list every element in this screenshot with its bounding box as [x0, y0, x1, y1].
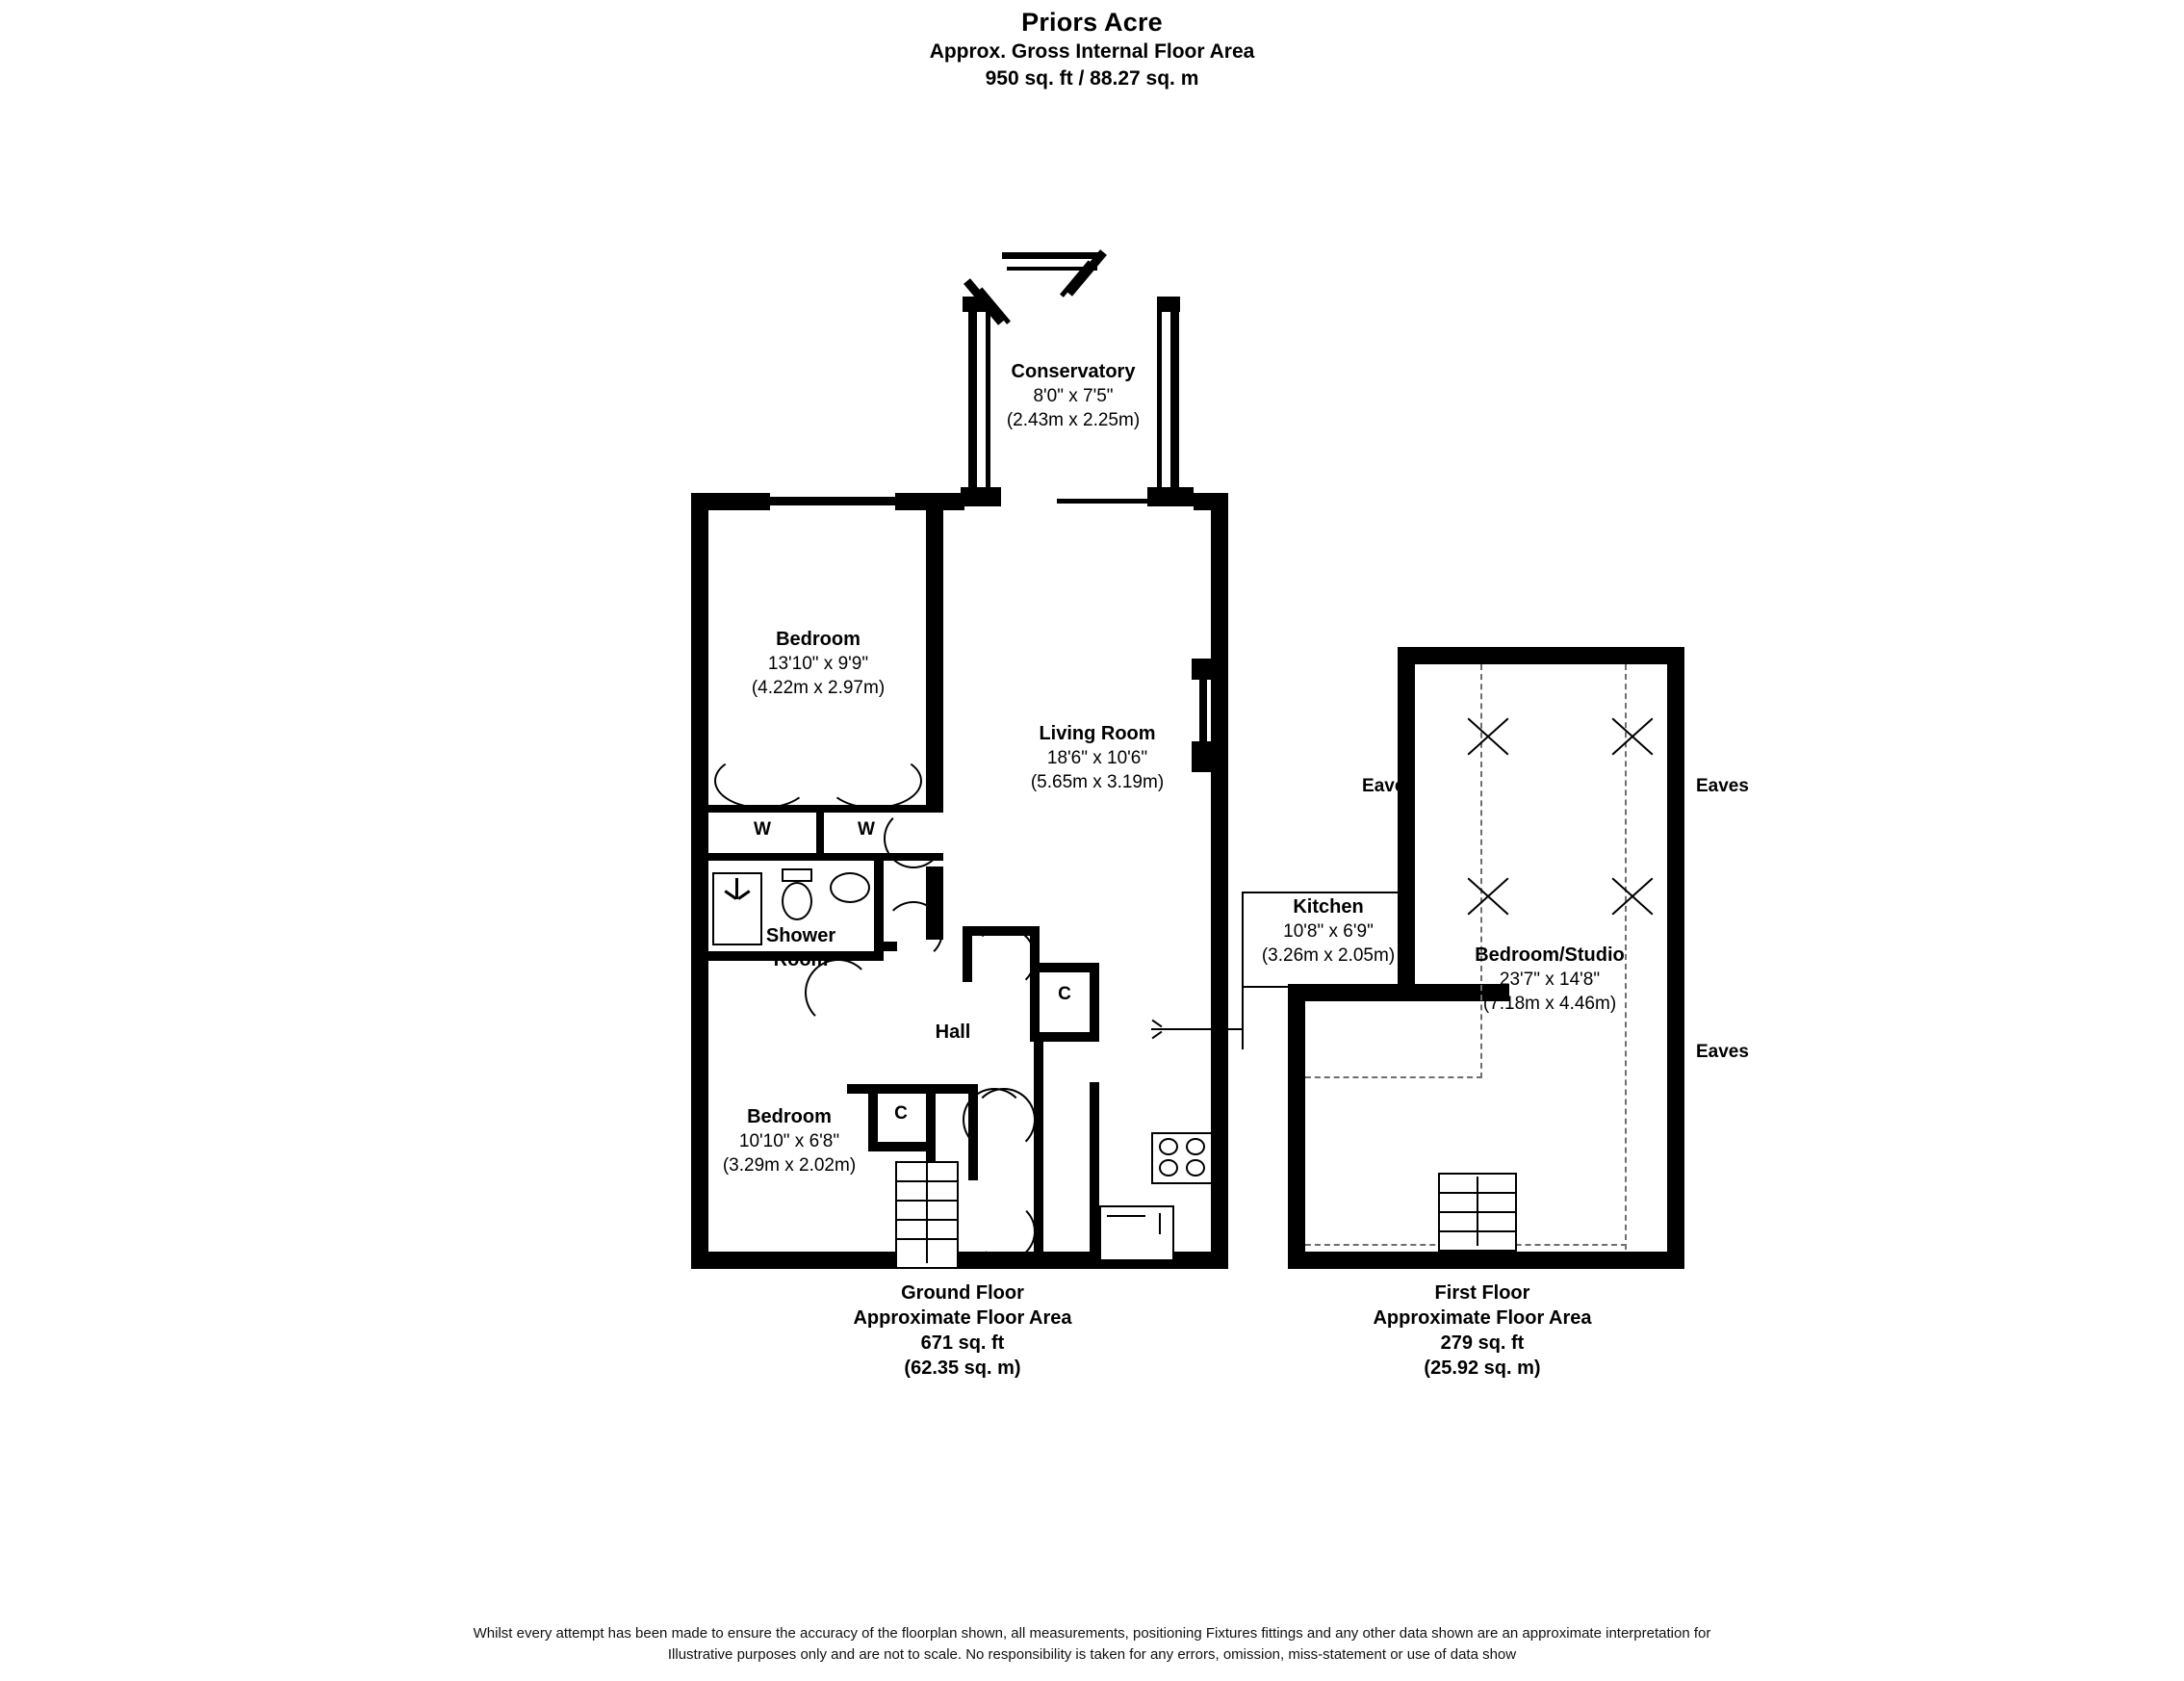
floor-area-m-ground: (62.35 sq. m) — [904, 1358, 1021, 1379]
conservatory-corner-left — [963, 297, 986, 312]
room-dim-imperial-living-room: 18'6" x 10'6" — [1046, 748, 1148, 768]
front-door-arc — [976, 1202, 1036, 1261]
room-dim-imperial-bedroom-second: 10'10" x 6'8" — [738, 1131, 840, 1151]
disclaimer — [0, 1623, 2184, 1666]
ground-window-top-left — [770, 497, 895, 505]
room-dim-imperial-conservatory: 8'0" x 7'5" — [1033, 386, 1114, 406]
conservatory-wall-top-inner — [1007, 267, 1097, 271]
kitchen-callout-leader-v — [1242, 988, 1244, 1049]
eaves-label-right-bottom: Eaves — [1696, 1042, 1749, 1062]
first-stair-arrow — [1477, 1177, 1478, 1246]
room-label-living-room — [963, 722, 1232, 794]
eaves-dash-left — [1480, 664, 1482, 1078]
conservatory-wall-top — [1002, 252, 1102, 259]
hob-burner-3 — [1159, 1159, 1178, 1177]
room-name-bedroom-main: Bedroom — [776, 629, 861, 650]
kitchen-callout-leader-h — [1151, 1028, 1244, 1030]
gross-area-caption: Approx. Gross Internal Floor Area — [929, 40, 1255, 63]
room-dim-metric-bedroom-studio: (7.18m x 4.46m) — [1482, 994, 1617, 1014]
room-name-conservatory: Conservatory — [1011, 361, 1136, 382]
wardrobe-label-right: W — [858, 819, 875, 840]
hob-burner-1 — [1159, 1138, 1178, 1155]
floor-name-first: First Floor — [1434, 1282, 1530, 1304]
room-name-kitchen: Kitchen — [1293, 896, 1364, 918]
floor-name-ground: Ground Floor — [901, 1282, 1024, 1304]
gross-area-value: 950 sq. ft / 88.27 sq. m — [985, 67, 1199, 90]
first-wall-top — [1398, 647, 1684, 664]
room-dim-imperial-bedroom-main: 13'10" x 9'9" — [767, 654, 869, 674]
first-wall-right-lower — [1667, 830, 1684, 1269]
stair-direction-arrow — [926, 1163, 928, 1263]
wardrobe-door-arc-right — [826, 753, 922, 809]
eaves-dash-bottom — [1305, 1076, 1482, 1078]
hob-burner-4 — [1186, 1159, 1205, 1177]
bedroom-main-door-arc — [884, 809, 943, 868]
room-dim-imperial-kitchen: 10'8" x 6'9" — [1283, 921, 1374, 942]
floor-area-ft-first: 279 sq. ft — [1440, 1332, 1525, 1354]
cupboard-label-2: C — [894, 1103, 908, 1124]
room-dim-metric-conservatory: (2.43m x 2.25m) — [1006, 410, 1141, 430]
first-wall-bottom — [1288, 1252, 1684, 1269]
kitchen-sink-tap — [1159, 1213, 1161, 1234]
room-dim-metric-bedroom-second: (3.29m x 2.02m) — [722, 1155, 857, 1176]
shower-room-door-jamb — [874, 942, 897, 951]
ground-wall-top-right — [1194, 493, 1228, 510]
room-name-hall: Hall — [935, 1022, 971, 1043]
disclaimer-line-2: Illustrative purposes only and are not to scale. No responsibility is taken for any errors, omission, miss-statement or use of data show — [667, 1646, 1517, 1663]
room-name-bedroom-second: Bedroom — [747, 1106, 832, 1127]
first-wall-left-lower — [1288, 984, 1305, 1269]
floor-area-m-first: (25.92 sq. m) — [1424, 1358, 1541, 1379]
room-label-bedroom-studio — [1396, 944, 1704, 1016]
hall-door-arc-livingroom — [972, 926, 1036, 990]
conservatory-base-left — [961, 487, 1001, 506]
living-room-recess-top — [1192, 659, 1213, 680]
page-title: Priors Acre — [1021, 8, 1163, 37]
floor-caption-line2-ground: Approximate Floor Area — [853, 1307, 1072, 1329]
room-dim-metric-kitchen: (3.26m x 2.05m) — [1261, 945, 1396, 966]
room-label-bedroom-second — [655, 1105, 924, 1177]
room-label-bedroom-main — [674, 628, 963, 700]
cupboard-label-1: C — [1058, 984, 1071, 1004]
hall-door-arc-left — [805, 959, 872, 1026]
room-name-bedroom-studio: Bedroom/Studio — [1475, 944, 1625, 966]
room-dim-metric-living-room: (5.65m x 3.19m) — [1030, 772, 1165, 792]
room-dim-metric-bedroom-main: (4.22m x 2.97m) — [751, 678, 886, 698]
hall-wall-cupboard-top — [1030, 963, 1099, 972]
ground-conservatory-opening — [1057, 499, 1194, 504]
room-name-shower-line1: Shower — [765, 925, 836, 946]
floor-caption-first — [1271, 1280, 1694, 1381]
room-label-hall — [895, 1021, 1011, 1045]
hob-burner-2 — [1186, 1138, 1205, 1155]
hall-wall-cupboard-bottom — [1030, 1032, 1099, 1042]
room-name-living-room: Living Room — [1039, 723, 1156, 744]
basin — [830, 872, 870, 903]
kitchen-wall-left — [1090, 1082, 1099, 1269]
room-label-shower — [714, 924, 887, 972]
kitchen-sink-bowl — [1107, 1215, 1145, 1217]
floor-area-ft-ground: 671 sq. ft — [920, 1332, 1005, 1354]
wardrobe-label-left: W — [754, 819, 771, 840]
hall-wall-cupboard-right — [1090, 963, 1099, 1042]
hall-door-arc-bedroom2 — [963, 1088, 1026, 1151]
ground-wall-right — [1211, 493, 1228, 1269]
floor-caption-line2-first: Approximate Floor Area — [1373, 1307, 1592, 1329]
disclaimer-line-1: Whilst every attempt has been made to ensure the accuracy of the floorplan shown, all measurements, positioning Fixtures fittings and any other data shown are an approximate interpretation for — [473, 1625, 1711, 1642]
wardrobe-door-arc-left — [714, 753, 810, 809]
floor-caption-ground — [732, 1280, 1194, 1381]
conservatory-base-right — [1147, 487, 1194, 506]
toilet-bowl — [782, 882, 812, 920]
kitchen-callout-arrow — [1152, 1020, 1163, 1028]
room-label-conservatory — [924, 360, 1222, 432]
toilet-cistern — [782, 868, 812, 882]
kitchen-callout-arrow2 — [1152, 1031, 1163, 1040]
bedroom2-wall-top — [847, 1084, 978, 1094]
first-wall-right-upper — [1667, 647, 1684, 847]
wardrobe-divider — [816, 805, 824, 861]
hall-wall-lower-right2 — [1034, 1167, 1043, 1269]
hall-wall-lower-right — [1034, 1042, 1043, 1177]
shower-room-door-arc — [884, 901, 943, 961]
eaves-label-right-top: Eaves — [1696, 776, 1749, 796]
room-dim-imperial-bedroom-studio: 23'7" x 14'8" — [1499, 970, 1601, 990]
ground-wall-top-left — [691, 493, 770, 510]
room-name-shower-line2: Room — [773, 949, 829, 970]
eaves-label-left: Eaves — [1362, 776, 1415, 796]
kitchen-sink — [1099, 1205, 1174, 1261]
conservatory-corner-right — [1157, 297, 1180, 312]
